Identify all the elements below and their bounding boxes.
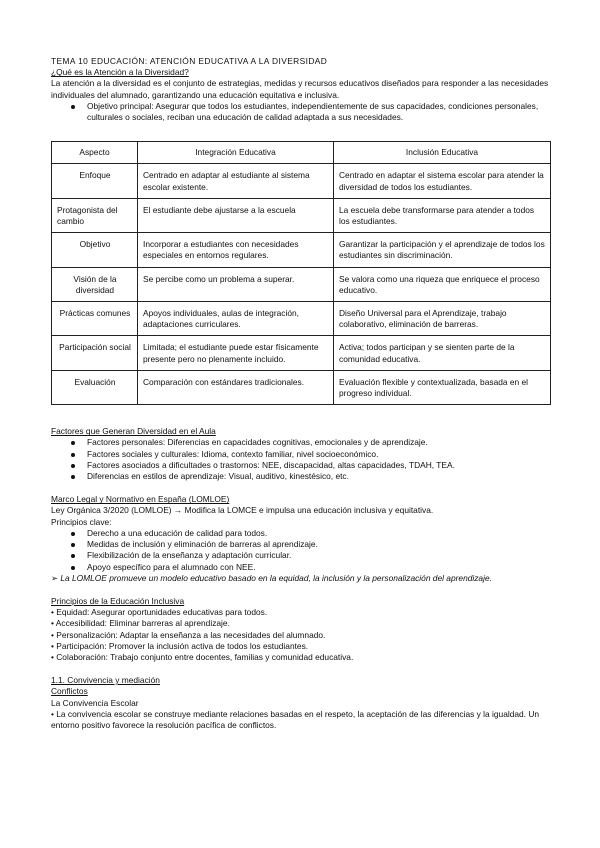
table-row — [52, 336, 551, 370]
principio-item: • Participación: Promover la inclusión activa de todos los estudiantes. — [51, 640, 309, 651]
marco-heading: Marco Legal y Normativo en España (LOMLOE) — [51, 494, 230, 505]
convivencia-subtitle: La Convivencia Escolar — [51, 697, 139, 708]
cell-aspect: Enfoque — [52, 164, 138, 198]
list-item: Diferencias en estilos de aprendizaje: Visual, auditivo, kinestésico, etc. — [51, 471, 551, 482]
cell-inclusion: Evaluación flexible y contextualizada, basada en el progreso individual. — [334, 370, 551, 404]
cell-aspect: Objetivo — [52, 233, 138, 267]
table-header-row — [52, 142, 551, 164]
principios-heading: Principios de la Educación Inclusiva — [51, 595, 185, 606]
factores-list — [51, 437, 551, 482]
marco-conclusion: ➢ La LOMLOE promueve un modelo educativo basado en la equidad, la inclusión y la personalización del aprendizaje. — [51, 572, 492, 583]
header-integracion: Integración Educativa — [138, 142, 334, 164]
cell-inclusion: Diseño Universal para el Aprendizaje, trabajo colaborativo, eliminación de barreras. — [334, 302, 551, 336]
table-row — [52, 267, 551, 301]
document-page — [51, 56, 551, 731]
table-row — [52, 233, 551, 267]
principio-item: • Personalización: Adaptar la enseñanza a las necesidades del alumnado. — [51, 629, 326, 640]
principio-item: • Equidad: Asegurar oportunidades educativas para todos. — [51, 607, 268, 618]
convivencia-heading: 1.1. Convivencia y mediación — [51, 675, 160, 686]
factores-heading: Factores que Generan Diversidad en el Aula — [51, 426, 216, 437]
cell-aspect: Evaluación — [52, 370, 138, 404]
cell-integracion: El estudiante debe ajustarse a la escuela — [138, 198, 334, 232]
objective-item: Objetivo principal: Asegurar que todos los estudiantes, independientemente de sus capacidades, condiciones personales, culturales o sociales, reciban una educación de calidad adaptada a sus necesidades. — [51, 101, 551, 123]
intro-heading: ¿Qué es la Atención a la Diversidad? — [51, 67, 189, 78]
header-inclusion: Inclusión Educativa — [334, 142, 551, 164]
table-row — [52, 198, 551, 232]
cell-inclusion: Centrado en adaptar el sistema escolar para atender la diversidad de todos los estudiantes. — [334, 164, 551, 198]
cell-inclusion: Garantizar la participación y el aprendizaje de todos los estudiantes sin discriminación. — [334, 233, 551, 267]
cell-integracion: Se percibe como un problema a superar. — [138, 267, 334, 301]
cell-aspect: Visión de la diversidad — [52, 267, 138, 301]
marco-list — [51, 528, 551, 573]
conflictos-subheading: Conflictos — [51, 686, 88, 697]
intro-list — [51, 101, 551, 123]
list-item: Factores personales: Diferencias en capacidades cognitivas, emocionales y de aprendizaje. — [51, 437, 551, 448]
principio-item: • Accesibilidad: Eliminar barreras al aprendizaje. — [51, 618, 230, 629]
list-item: Factores sociales y culturales: Idioma, contexto familiar, nivel socioeconómico. — [51, 449, 551, 460]
list-item: Derecho a una educación de calidad para todos. — [51, 528, 551, 539]
table-row — [52, 302, 551, 336]
principio-item: • Colaboración: Trabajo conjunto entre docentes, familias y comunidad educativa. — [51, 651, 354, 662]
cell-aspect: Protagonista del cambio — [52, 198, 138, 232]
cell-inclusion: La escuela debe transformarse para atender a todos los estudiantes. — [334, 198, 551, 232]
table-row — [52, 370, 551, 404]
cell-integracion: Apoyos individuales, aulas de integración, adaptaciones curriculares. — [138, 302, 334, 336]
marco-principles-label: Principios clave: — [51, 516, 112, 527]
cell-inclusion: Se valora como una riqueza que enriquece el proceso educativo. — [334, 267, 551, 301]
convivencia-text: • La convivencia escolar se construye mediante relaciones basadas en el respeto, la aceptación de las diferencias y la igualdad. Un entorno positivo favorece la resolución pacífica de conflictos. — [51, 708, 540, 730]
cell-aspect: Participación social — [52, 336, 138, 370]
cell-aspect: Prácticas comunes — [52, 302, 138, 336]
cell-integracion: Limitada; el estudiante puede estar físicamente presente pero no plenamente incluido. — [138, 336, 334, 370]
cell-integracion: Centrado en adaptar al estudiante al sistema escolar existente. — [138, 164, 334, 198]
header-aspecto: Aspecto — [52, 142, 138, 164]
cell-inclusion: Activa; todos participan y se sienten parte de la comunidad educativa. — [334, 336, 551, 370]
list-item: Flexibilización de la enseñanza y adaptación curricular. — [51, 550, 551, 561]
table-row — [52, 164, 551, 198]
cell-integracion: Incorporar a estudiantes con necesidades especiales en entornos regulares. — [138, 233, 334, 267]
comparison-table — [51, 141, 551, 405]
cell-integracion: Comparación con estándares tradicionales. — [138, 370, 334, 404]
document-title: TEMA 10 EDUCACIÓN: ATENCIÓN EDUCATIVA A LA DIVERSIDAD — [51, 56, 328, 66]
list-item: Factores asociados a dificultades o trastornos: NEE, discapacidad, altas capacidades, TDAH, TEA. — [51, 460, 551, 471]
list-item: Medidas de inclusión y eliminación de barreras al aprendizaje. — [51, 539, 551, 550]
list-item: Apoyo específico para el alumnado con NEE. — [51, 562, 551, 573]
marco-law: Ley Orgánica 3/2020 (LOMLOE) → Modifica la LOMCE e impulsa una educación inclusiva y equitativa. — [51, 505, 434, 516]
intro-text: La atención a la diversidad es el conjunto de estrategias, medidas y recursos educativos diseñados para responder a las necesidades individuales del alumnado, garantizando una educación equitativa e inclusiva. — [51, 78, 549, 100]
